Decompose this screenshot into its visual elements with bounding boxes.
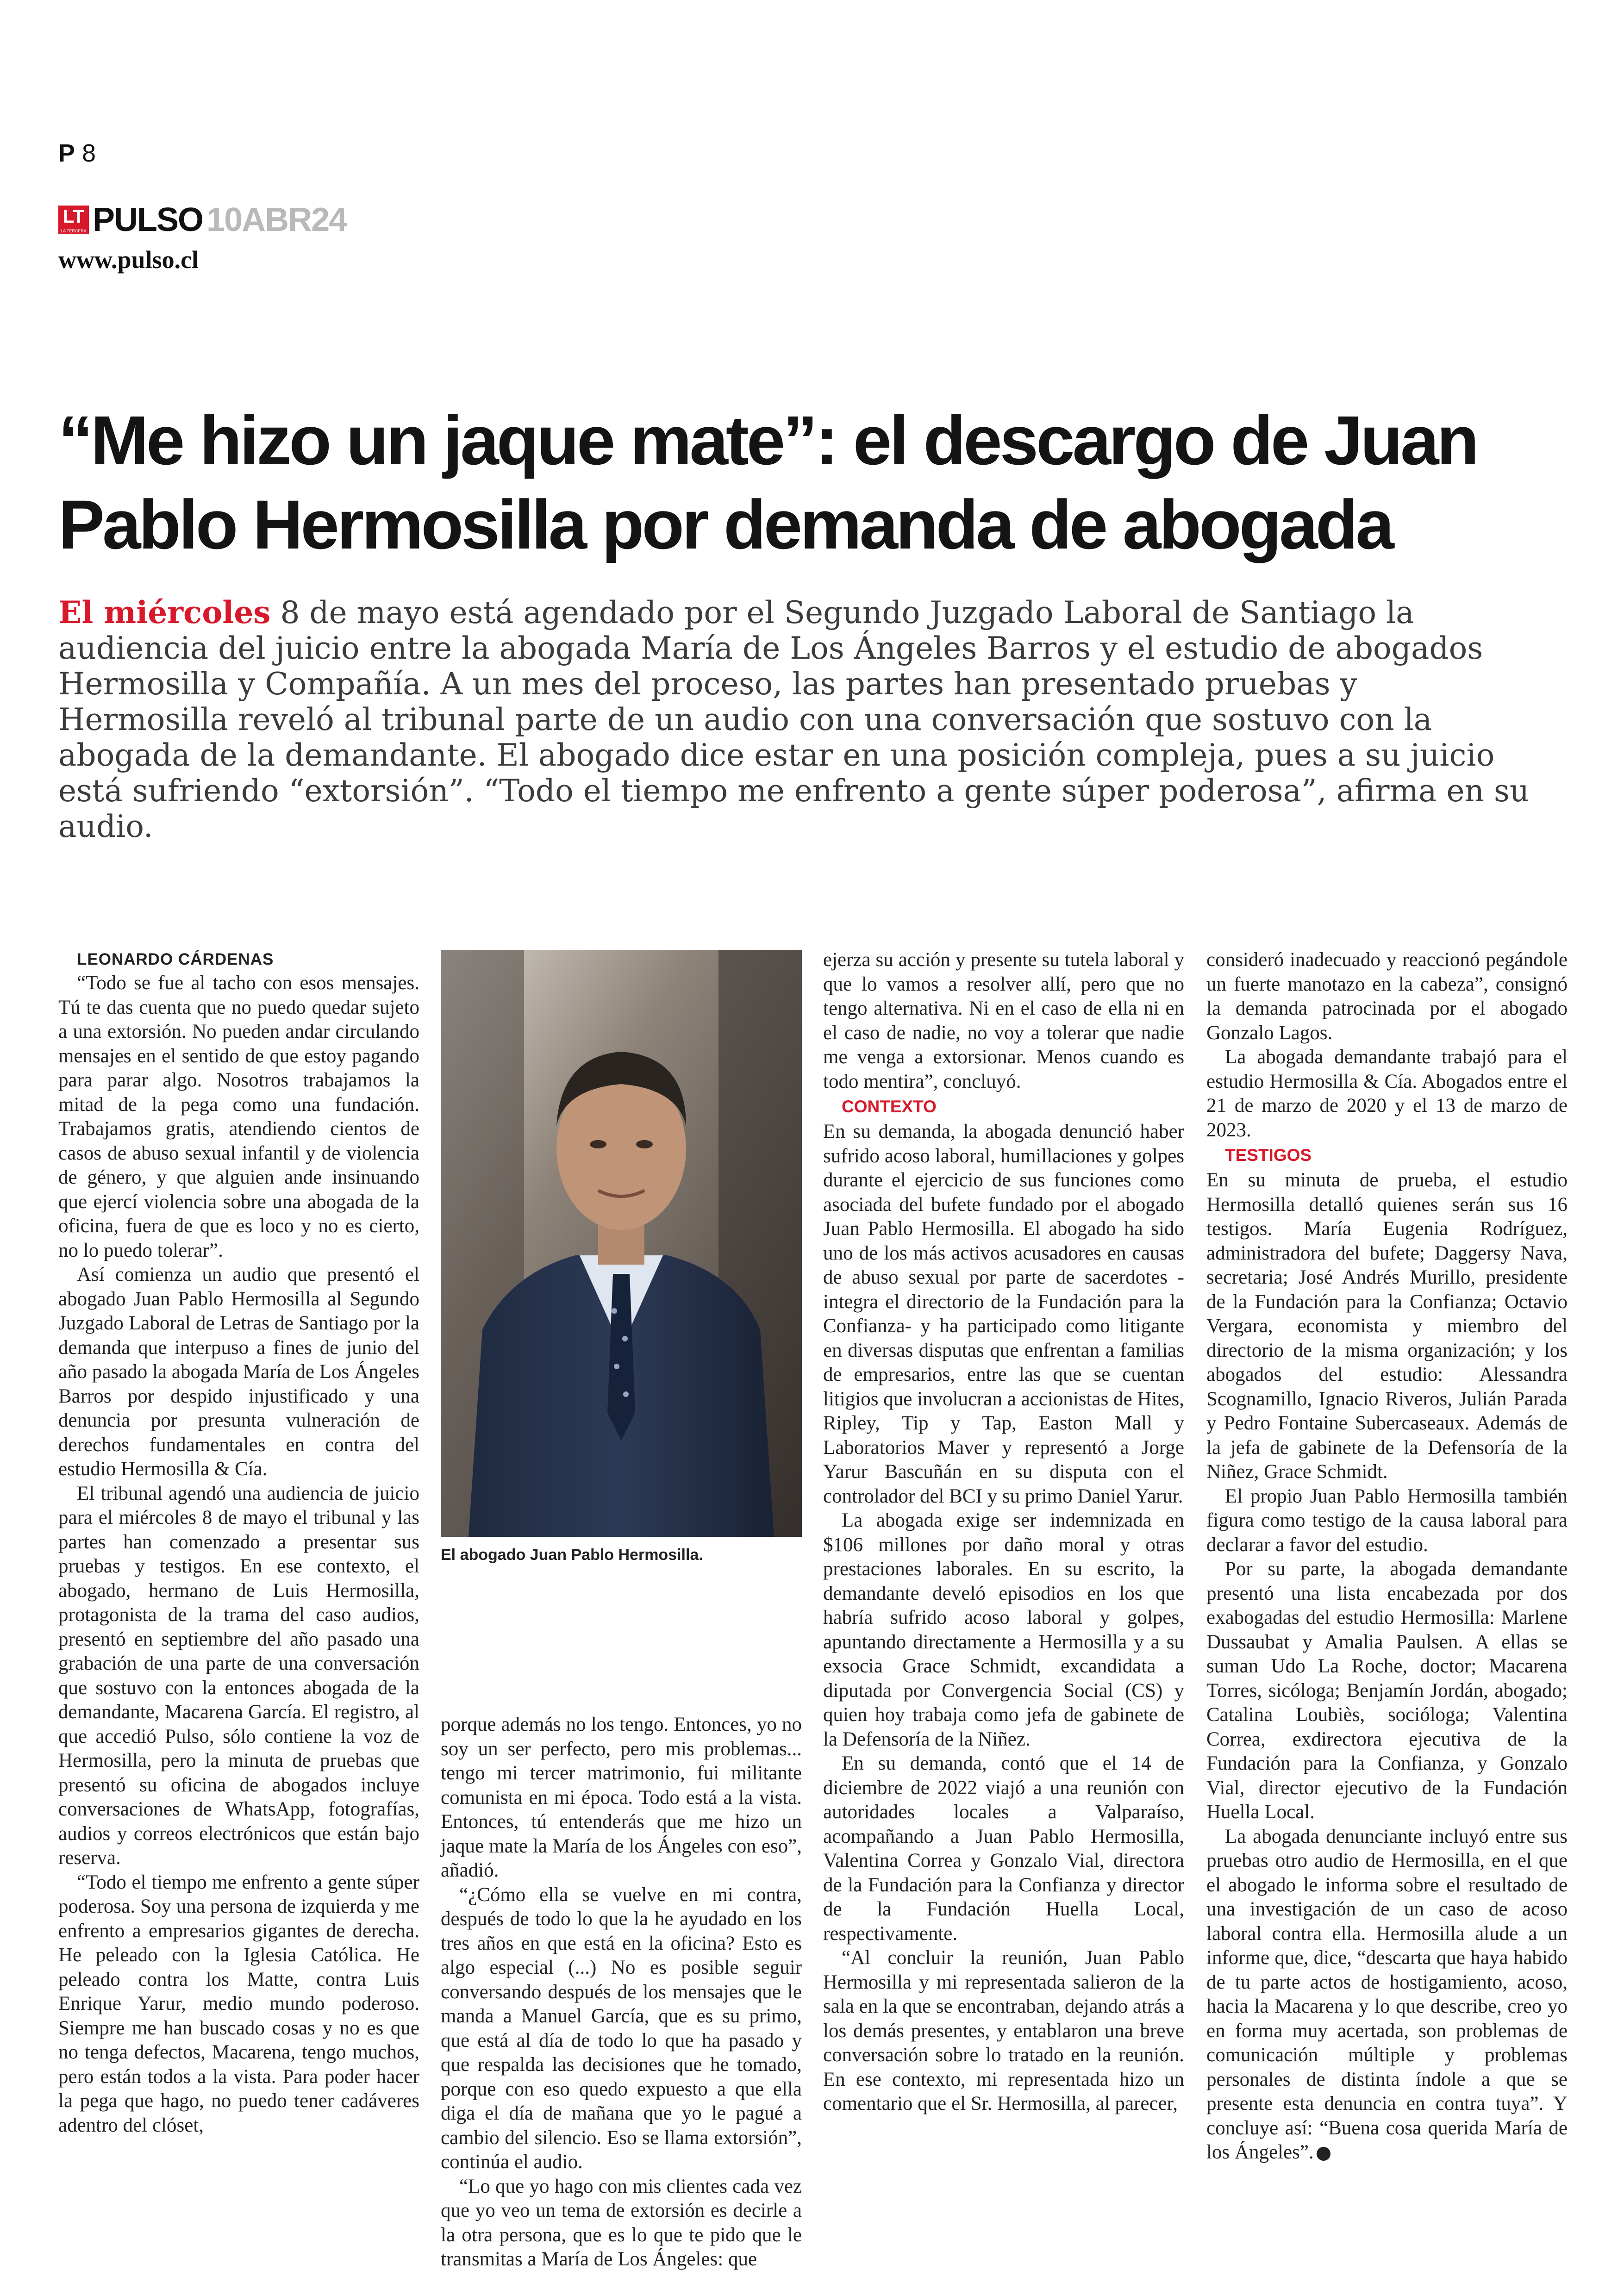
paragraph: “¿Cómo ella se vuelve en mi contra, después de todo lo que la he ayudado en los tres años en que está en la oficina? Esto es algo especial (...) No es posible seguir conversando después de los mensajes que le manda a Manuel García, que es su primo, que está al día de todo lo que ha pasado y que respalda las decisiones que he tomado, porque con eso quedo expuesto a que ella diga el día de mañana que yo le pagué a cambio del silencio. Eso se llama extorsión”, continúa el audio. — [441, 1883, 802, 2173]
headline: “Me hizo un jaque mate”: el descargo de Juan Pablo Hermosilla por demanda de abogada — [58, 401, 1477, 563]
byline: LEONARDO CÁRDENAS — [77, 950, 274, 968]
website-url: www.pulso.cl — [58, 246, 199, 274]
paragraph: “Lo que yo hago con mis clientes cada vez que yo veo un tema de extorsión es decirle a la otra persona, que es lo que te pido que le transmitas a María de Los Ángeles: que — [441, 2175, 802, 2270]
paragraph: En su demanda, contó que el 14 de diciembre de 2022 viajó a una reunión con autoridades locales a Valparaíso, acompañando a Juan Pablo Hermosilla, Valentina Correa y Gonzalo Vial, directora de la Fundación para la Confianza y director de la Fundación Huella Local, respectivamente. — [823, 1752, 1184, 1945]
page-number: P 8 — [58, 139, 96, 167]
portrait-photo — [441, 950, 802, 1537]
paragraph: consideró inadecuado y reaccionó pegándole un fuerte manotazo en la cabeza”, consignó la demanda patrocinada por el abogado Gonzalo Lagos. — [1206, 949, 1568, 1044]
paragraph: En su minuta de prueba, el estudio Hermosilla detalló quienes serán sus 16 testigos. María Eugenia Rodríguez, administradora del bufete; Daggersy Nava, secretaria; José Andrés Murillo, presidente de la Fundación para la Confianza; Octavio Vergara, economista y miembro del directorio de la misma organización; y los abogados del estudio: Alessandra Scognamillo, Ignacio Riveros, Julián Parada y Pedro Fontaine Subercaseaux. Además de la jefa de gabinete de la Defensoría de la Niñez, Grace Schmidt. — [1206, 1169, 1568, 1483]
column-3 — [823, 948, 1184, 2116]
column-2 — [441, 1713, 802, 2272]
paragraph: “Al concluir la reunión, Juan Pablo Hermosilla y mi representada salieron de la sala en la que se encontraban, dejando atrás a los demás presentes, y entablaron una breve conversación sobre lo tratado en la reunión. En ese contexto, mi representada hizo un comentario que el Sr. Hermosilla, al parecer, — [823, 1947, 1184, 2114]
paragraph: El tribunal agendó una audiencia de juicio para el miércoles 8 de mayo el tribunal y las partes han comenzado a presentar sus pruebas y testigos. En ese contexto, el abogado, hermano de Luis Hermosilla, protagonista de la trama del caso audios, presentó en septiembre del año pasado una grabación de una parte de una conversación que sostuvo con la entonces abogada de la demandante, Macarena García. El registro, al que accedió Pulso, sólo contiene la voz de Hermosilla, pero la minuta de pruebas que presentó su oficina de abogados incluye conversaciones de WhatsApp, fotografías, audios y correos electrónicos que están bajo reserva. — [58, 1482, 419, 1869]
column-1 — [58, 948, 419, 2138]
section-name: PULSO — [93, 201, 203, 238]
issue-date: 10ABR24 — [206, 201, 347, 238]
lede — [58, 595, 1535, 844]
closing-paragraph-text: La abogada denunciante incluyó entre sus pruebas otro audio de Hermosilla, en el que el abogado le informa sobre el resultado de una investigación de un caso de acoso laboral contra ella. Hermosilla alude a un informe que, dice, “descarta que haya habido de tu parte actos de hostigamiento, acoso, hacia la Macarena y lo que describe, creo yo en forma muy acertada, son problemas de comunicación múltiple y problemas personales de distinta índole a que se presente esta denuncia en contra tuya”. Y concluye así: “Buena cosa querida María de los Ángeles”. — [1206, 1825, 1568, 2163]
paragraph: Así comienza un audio que presentó el abogado Juan Pablo Hermosilla al Segundo Juzgado Laboral de Letras de Santiago por la demanda que interpuso a fines de junio del año pasado la abogada María de Los Ángeles Barros por despido injustificado y una denuncia por presunta vulneración de derechos fundamentales en contra del estudio Hermosilla & Cía. — [58, 1264, 419, 1480]
lede-kicker: El miércoles — [58, 594, 271, 630]
paragraph: porque además no los tengo. Entonces, yo no soy un ser perfecto, pero mis problemas... tengo mi tercer matrimonio, fui militante comunista en mi época. Todo está a la vista. Entonces, tú entenderás que me hizo un jaque mate la María de los Ángeles con eso”, añadió. — [441, 1714, 802, 1881]
subhead-testigos: TESTIGOS — [1225, 1146, 1312, 1165]
photo-caption: El abogado Juan Pablo Hermosilla. — [441, 1546, 703, 1564]
paragraph: Por su parte, la abogada demandante presentó una lista encabezada por dos exabogadas del estudio Hermosilla: Marlene Dussaubat y Amalia Paulsen. A ellas se suman Udo La Roche, doctor; Macarena Torres, sicóloga; Benjamín Jordán, abogado; Catalina Loubiès, socióloga; Valentina Correa, exdirectora ejecutiva de la Fundación para la Confianza, y Gonzalo Vial, director ejecutivo de la Fundación Huella Local. — [1206, 1558, 1568, 1823]
la-tercera-logo: LT LA TERCERA — [58, 206, 89, 234]
column-4 — [1206, 948, 1568, 2165]
paragraph: En su demanda, la abogada denunció haber sufrido acoso laboral, humillaciones y golpes durante el ejercicio de sus funciones como asociada del bufete fundado por el abogado Juan Pablo Hermosilla. El abogado ha sido uno de los más activos acusadores en causas de abuso sexual por parte de sacerdotes -integra el directorio de la Fundación para la Confianza- y ha participado como litigante en diversas disputas que enfrentan a familias de empresarios, entre las que se cuentan litigios que involucran a accionistas de Hites, Ripley, Tip y Tap, Easton Mall y Laboratorios Maver y representó a Jorge Yarur Bascuñán en su disputa con el controlador del BCI y su primo Daniel Yarur. — [823, 1121, 1184, 1507]
paragraph: La abogada exige ser indemnizada en $106 millones por daño moral y otras prestaciones laborales. En su escrito, la demandante develó episodios en los que habría sufrido acoso laboral y golpes, apuntando directamente a Hermosilla y a su exsocia Grace Schmidt, excandidata a diputada por Convergencia Social (CS) y quien hoy trabaja como jefa de gabinete de la Defensoría de la Niñez. — [823, 1509, 1184, 1750]
paragraph: “Todo el tiempo me enfrento a gente súper poderosa. Soy una persona de izquierda y me enfrento a empresarios gigantes de derecha. He peleado con la Iglesia Católica. He peleado contra los Matte, contra Luis Enrique Yarur, medio mundo poderoso. Siempre me han buscado cosas y no es que no tenga defectos, Macarena, tengo muchos, pero están todos a la vista. Para poder hacer la pega que hago, no puedo tener cadáveres adentro del clóset, — [58, 1871, 419, 2136]
paragraph: La abogada demandante trabajó para el estudio Hermosilla & Cía. Abogados entre el 21 de marzo de 2020 y el 13 de marzo de 2023. — [1206, 1046, 1568, 1141]
paragraph — [1206, 1825, 1568, 2165]
paragraph: El propio Juan Pablo Hermosilla también figura como testigo de la causa laboral para declarar a favor del estudio. — [1206, 1485, 1568, 1556]
lede-text: 8 de mayo está agendado por el Segundo Juzgado Laboral de Santiago la audiencia del juicio entre la abogada María de Los Ángeles Barros y el estudio de abogados Hermosilla y Compañía. A un mes del proceso, las partes han presentado pruebas y Hermosilla reveló al tribunal parte de un audio con una conversación que sostuvo con la abogada de la demandante. El abogado dice estar en una posición compleja, pues a su juicio está sufriendo “extorsión”. “Todo el tiempo me enfrento a gente súper poderosa”, afirma en su audio. — [58, 595, 1530, 844]
paragraph: ejerza su acción y presente su tutela laboral y que lo vamos a resolver allí, pero que no tengo alternativa. Ni en el caso de ella ni en el caso de nadie, no voy a tolerar que nadie me venga a extorsionar. Menos cuando es todo mentira”, concluyó. — [823, 949, 1184, 1092]
masthead — [58, 201, 347, 238]
paragraph: “Todo se fue al tacho con esos mensajes. Tú te das cuenta que no puedo quedar sujeto a una extorsión. No pueden andar circulando mensajes en el sentido de que estoy pagando para parar algo. Nosotros trabajamos la mitad de la pega como una fundación. Trabajamos gratis, atendiendo cientos de casos de abuso sexual infantil y de violencia de género, y que alguien ande insinuando que ejercí violencia sobre una abogada de la oficina, fuera de que es loco y no es cierto, no lo puedo tolerar”. — [58, 972, 419, 1261]
end-mark-icon: P — [1317, 2147, 1330, 2161]
subhead-contexto: CONTEXTO — [842, 1097, 937, 1116]
